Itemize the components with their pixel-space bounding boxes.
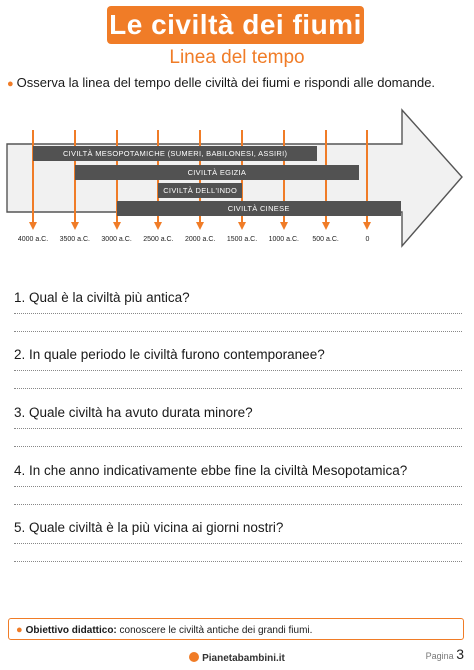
objective-box [8,618,464,640]
answer-line[interactable] [14,313,462,316]
civilization-bar: CIVILTÀ MESOPOTAMICHE (SUMERI, BABILONESI, ASSIRI) [33,146,317,161]
logo-text: Pianetabambini.it [202,653,285,664]
timeline-tick-label: 2000 a.C. [185,236,216,243]
arrow-down-icon [154,222,162,230]
civilization-bar: CIVILTÀ EGIZIA [75,165,359,180]
arrow-down-icon [71,222,79,230]
instruction [7,75,435,90]
timeline-tick-label: 500 a.C. [312,236,339,243]
bullet-icon: ● [7,78,14,90]
question-text: 4. In che anno indicativamente ebbe fine la civiltà Mesopotamica? [14,463,408,478]
answer-line[interactable] [14,331,462,334]
title-banner [107,6,364,44]
question-text: 1. Qual è la civiltà più antica? [14,290,190,305]
question-text: 2. In quale periodo le civiltà furono contemporanee? [14,347,325,362]
answer-line[interactable] [14,428,462,431]
timeline-tick-label: 1500 a.C. [226,236,258,243]
answer-line[interactable] [14,370,462,373]
timeline-tick-label: 4000 a.C. [17,236,49,243]
page-label: Pagina [425,651,454,661]
arrow-down-icon [280,222,288,230]
answer-line[interactable] [14,486,462,489]
page-title: Le civiltà dei fiumi [109,9,362,40]
arrow-down-icon [29,222,37,230]
timeline-tick-line [32,130,34,227]
timeline-tick-label: 1000 a.C. [268,236,299,243]
objective-text: conoscere le civiltà antiche dei grandi fiumi. [116,625,313,636]
timeline-tick-label: 3500 a.C. [59,236,90,243]
page-number [426,646,464,662]
answer-line[interactable] [14,446,462,449]
timeline-tick-label: 2500 a.C. [143,236,174,243]
arrow-down-icon [113,222,121,230]
answer-line[interactable] [14,504,462,507]
page-number-value: 3 [456,646,464,662]
civilization-bar: CIVILTÀ DELL'INDO [158,183,242,198]
arrow-down-icon [238,222,246,230]
arrow-down-icon [196,222,204,230]
arrow-down-icon [322,222,330,230]
bullet-icon: ● [16,624,23,636]
timeline-tick-label: 3000 a.C. [101,236,132,243]
civilization-bar: CIVILTÀ CINESE [117,201,401,216]
answer-line[interactable] [14,388,462,391]
answer-line[interactable] [14,561,462,564]
instruction-text: Osserva la linea del tempo delle civiltà dei fiumi e rispondi alle domande. [16,75,436,90]
page-subtitle: Linea del tempo [169,47,305,68]
question-text: 5. Quale civiltà è la più vicina ai giorni nostri? [14,520,284,535]
logo-icon [189,652,199,662]
arrow-down-icon [363,222,371,230]
timeline-tick-label: 0 [365,236,370,243]
answer-line[interactable] [14,543,462,546]
objective-label: Obiettivo didattico: [25,625,117,636]
site-logo [0,652,474,664]
question-text: 3. Quale civiltà ha avuto durata minore? [14,405,253,420]
